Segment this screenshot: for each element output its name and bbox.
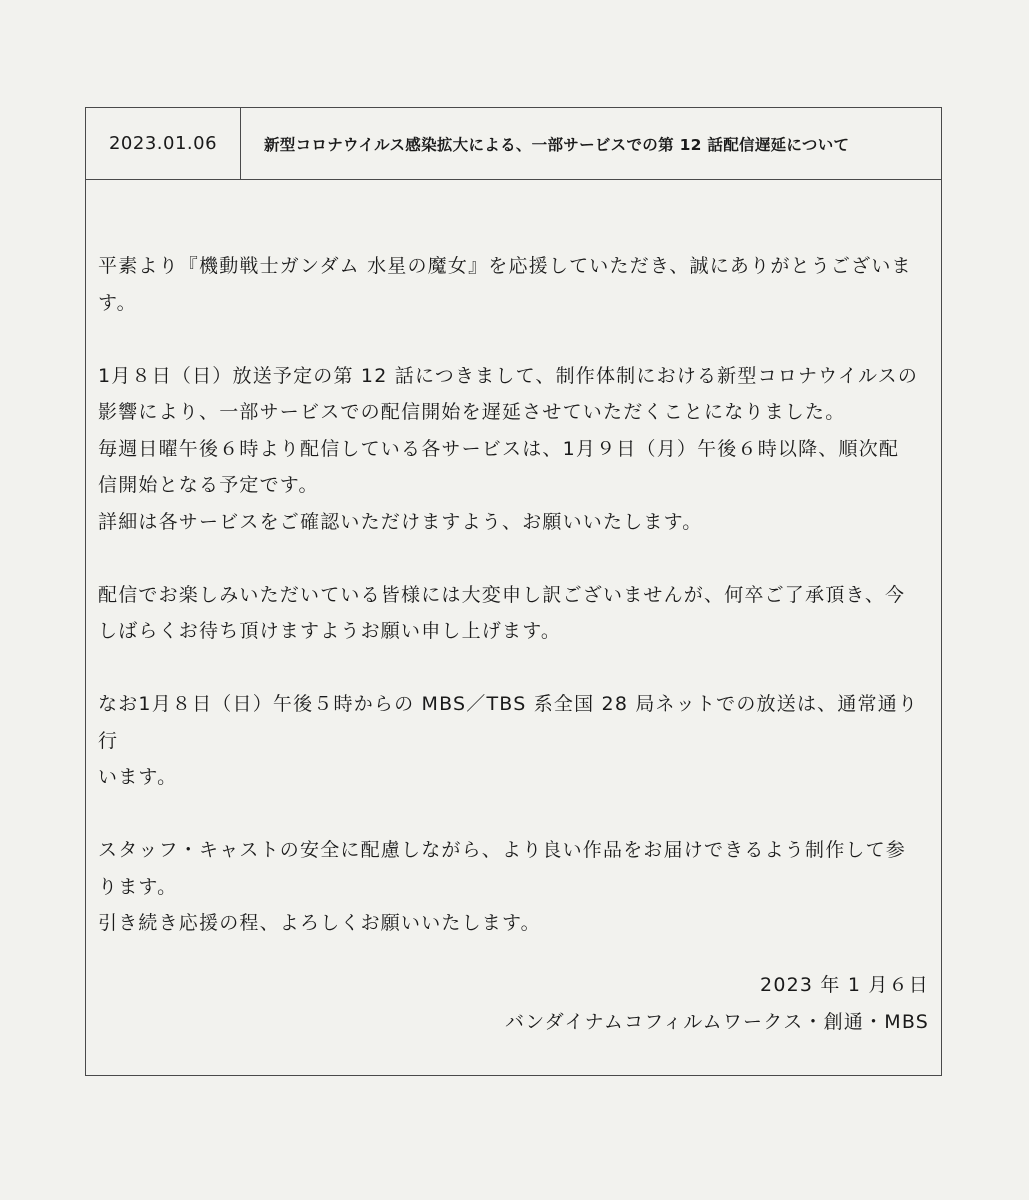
paragraph-broadcast [98, 686, 929, 796]
text-line: 平素より『機動戦士ガンダム 水星の魔女』を応援していただき、誠にありがとうございま [98, 255, 912, 277]
text-line: 影響により、一部サービスでの配信開始を遅延させていただくことになりました。 [98, 401, 846, 423]
notice-box [85, 107, 942, 1076]
text-line: 信開始となる予定です。 [98, 474, 319, 496]
text-line: います。 [98, 766, 178, 788]
notice-date: 2023.01.06 [86, 108, 241, 179]
text-line: 引き続き応援の程、よろしくお願いいたします。 [98, 912, 541, 934]
notice-title: 新型コロナウイルス感染拡大による、一部サービスでの第 12 話配信遅延について [264, 135, 850, 154]
notice-body [98, 248, 929, 1041]
signature-date: 2023 年 1 月６日 [760, 973, 929, 996]
signature [98, 967, 929, 1041]
text-line: 1月８日（日）放送予定の第 12 話につきまして、制作体制における新型コロナウイルスの [98, 364, 919, 387]
text-line: 毎週日曜午後６時より配信している各サービスは、1月９日（月）午後６時以降、順次配 [98, 437, 900, 460]
notice-header [86, 108, 941, 180]
text-line: スタッフ・キャストの安全に配慮しながら、より良い作品をお届けできるよう制作して参 [98, 839, 907, 861]
text-line: ります。 [98, 875, 178, 898]
signature-organization: バンダイナムコフィルムワークス・創通・MBS [505, 1010, 929, 1033]
text-line: 配信でお楽しみいただいている皆様には大変申し訳ございませんが、何卒ご了承頂き、今 [98, 583, 906, 606]
paragraph-greeting [98, 248, 929, 321]
paragraph-closing [98, 832, 929, 942]
text-line: しばらくお待ち頂けますようお願い申し上げます。 [98, 620, 562, 642]
paragraph-apology [98, 577, 929, 650]
paragraph-delay-details [98, 358, 929, 541]
text-line: なお1月８日（日）午後５時からの MBS／TBS 系全国 28 局ネットでの放送は、通常通り行 [98, 693, 919, 752]
text-line: す。 [98, 291, 137, 314]
text-line: 詳細は各サービスをご確認いただけますよう、お願いいたします。 [98, 510, 703, 533]
